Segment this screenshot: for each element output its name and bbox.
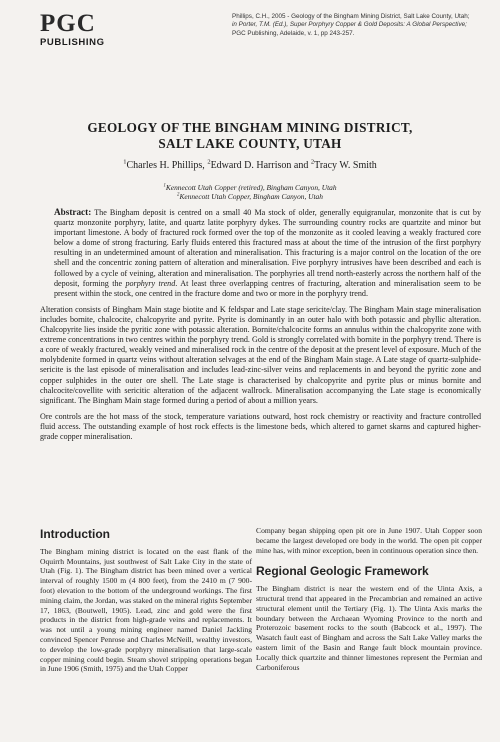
regional-framework-text: The Bingham district is near the western end of the Uinta Axis, a structural trend that appeared in the Precambrian and remained an active structural element until the Tertiary (Fig. 1). The Uinta Axis marks the boundary between the Archaean Wyoming Province to the north and Proterozoic basement rocks to the south (Babcock et al., 1997). The Wasatch fault east of Bingham and across the Salt Lake Valley marks the eastern limit of the Basin and Range fault block mountain province. Locally thick quartzite and thinner limestones represent the Permian and Carboniferous bbox=[256, 584, 482, 672]
abstract-paragraph-3: Ore controls are the hot mass of the stock, temperature variations outward, host rock chemistry or reactivity and fracture controlled fluid access. The outstanding example of host rock effects is the limestone beds, which altered to garnet skarns and captured higher-grade copper mineralisation. bbox=[40, 411, 481, 441]
citation-line-1: Phillips, C.H., 2005 - Geology of the Bingham Mining District, Salt Lake County, Utah; bbox=[232, 13, 470, 20]
logo-subtitle: PUBLISHING bbox=[40, 37, 105, 48]
citation bbox=[232, 13, 494, 38]
logo-mark: PGC bbox=[40, 10, 96, 37]
title-line-2: SALT LAKE COUNTY, UTAH bbox=[158, 136, 342, 151]
title-line-1: GEOLOGY OF THE BINGHAM MINING DISTRICT, bbox=[87, 120, 413, 135]
authors: $^1$Charles H. Phillips, $^2$Edward D. Harrison and $^2$Tracy W. Smith bbox=[123, 158, 377, 171]
left-column bbox=[40, 527, 252, 674]
abstract bbox=[40, 207, 481, 448]
citation-line-3: PGC Publishing, Adelaide, v. 1, pp 243-257. bbox=[232, 29, 355, 37]
affiliation-1: $^1$Kennecott Utah Copper (retired), Bingham Canyon, Utah bbox=[163, 183, 337, 192]
abstract-paragraph-1: Abstract: The Bingham deposit is centred on a small 40 Ma stock of older, generally equigranular, monzonite that is cut by quartz monzonite porphyry, latite, and quartz latite porphyry dykes. The surrounding country rocks are quartzite and minor but important limestone. A body of fractured rock formed over the top of the monzonite as it cooled leaving a weakly fractured core below a dome of strong fracturing. Early fluids entered this fractured mass at about the time of the intrusion of the first porphyry resulting in an undetermined amount of alteration and mineralisation. This fracturing is a major control on the location of the ore shell and the concentric zoning pattern of alteration and mineralisation. Five porphyry intrusives have been described and each is followed by a cycle of veining, alteration and mineralisation. The porphyries all trend north-easterly across the northern half of the deposit, forming the porphyry trend. At least three overlapping centres of fracturing, alteration and mineralisation seem to be present within the stock, one centred in the fracture dome and two or more in the porphyry trend. bbox=[54, 207, 482, 298]
introduction-text: The Bingham mining district is located on the east flank of the Oquirrh Mountains, just southwest of Salt Lake City in the state of Utah (Fig. 1). The Bingham district has been mined over a vertical interval of roughly 1500 m (4 800 feet), from the 2410 m (7 900-foot) elevation to the bottom of the underground workings. The first mining claim, the Jordan, was staked on the mineral rights September 17, 1863, (Boutwell, 1905). Lead, zinc and gold were the first products in the district from high-grade veins and replacements. It was not until a young mining engineer named Daniel Jackling convinced Spencer Penrose and Charles McNeill, wealthy investors, to develop the low-grade porphyry mineralisation that large-scale copper mining could begin. Steam shovel stripping operations began in June 1906 (Smith, 1975) and the Utah Copper bbox=[40, 546, 252, 674]
author-2: Edward D. Harrison bbox=[210, 160, 292, 171]
publisher-logo bbox=[40, 12, 130, 48]
affiliations bbox=[40, 183, 460, 201]
author-1: Charles H. Phillips, bbox=[126, 160, 208, 171]
paper-title bbox=[40, 120, 460, 152]
abstract-paragraph-2: Alteration consists of Bingham Main stage biotite and K feldspar and Late stage sericite/clay. The Bingham Main stage mineralisation includes bornite, chalcocite, chalcopyrite and pyrite. Pyrite is dominantly in an outer halo with both potassic and phyllic alteration. Chalcopyrite lies inside the pyritic zone with potassic alteration. Bornite/chalcocite forms an annulus within the chalcopyrite zone with extreme concentrations in two centres within the porphyry trend. Gold is strongly correlated with bornite in the porphyry trend. There is a core of weakly fractured, weakly veined and mineralised rock in the centre of the deposit at the present level of exposure. Much of the molybdenite formed in quartz veins without alteration selvages at the end of the Bingham Main stage. A Late stage of quartz-sulphide-sericite is the last episode of mineralisation and includes lead-zinc-silver veins and replacements in and beyond the pyritic zone and copper sulphides in the outer ore shell. The Late stage is characterised by chalcopyrite and pyrite plus or minus bornite and chalcocite/covellite with sericitic alteration of the adjacent wallrock. Mineralisation accompanying the Late stage is economically significant. The Bingham Main stage formed during a period of about a million years. bbox=[40, 304, 481, 405]
section-heading-introduction: Introduction bbox=[40, 527, 110, 541]
right-column bbox=[256, 526, 482, 672]
introduction-continued-text: Company began shipping open pit ore in June 1907. Utah Copper soon became the largest developed ore body in the world. The open pit copper mine has, with minor exception, been in continuous operation since then. bbox=[256, 526, 482, 555]
abstract-label: Abstract: bbox=[54, 207, 92, 217]
citation-line-2: in Porter, T.M. (Ed.), Super Porphyry Copper & Gold Deposits: A Global Perspective; bbox=[232, 21, 467, 29]
section-heading-regional-framework: Regional Geologic Framework bbox=[256, 564, 429, 579]
author-3: Tracy W. Smith bbox=[314, 160, 377, 171]
affiliation-2: $^2$Kennecott Utah Copper, Bingham Canyon, Utah bbox=[177, 192, 323, 201]
